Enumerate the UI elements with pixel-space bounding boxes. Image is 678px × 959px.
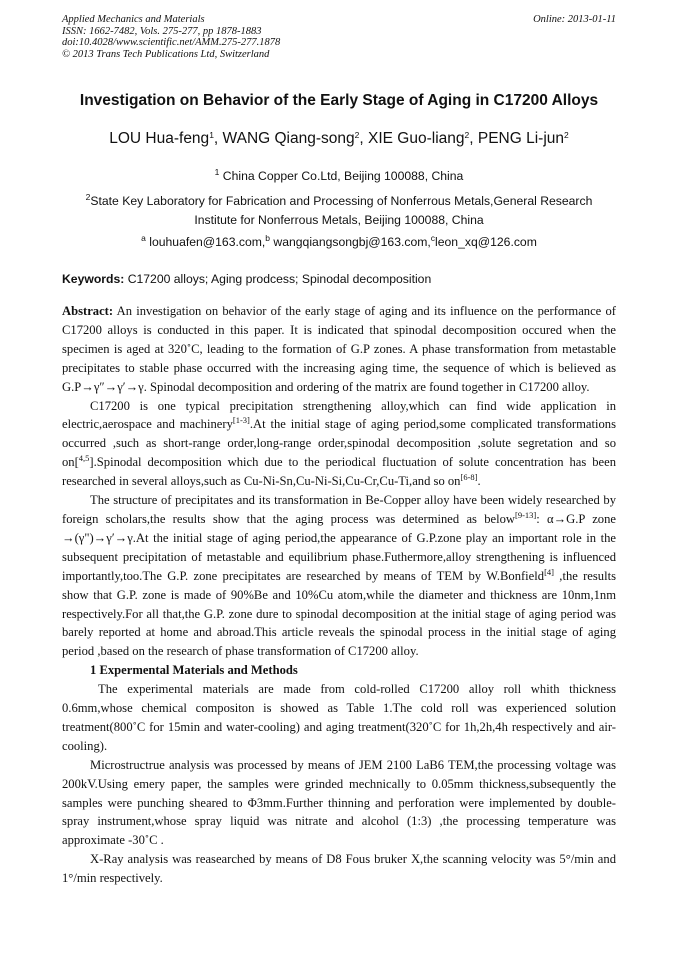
keywords-label: Keywords: bbox=[62, 272, 125, 286]
running-header bbox=[62, 14, 616, 60]
author-name: WANG Qiang-song bbox=[222, 130, 355, 147]
keywords bbox=[62, 272, 431, 286]
online-date: Online: 2013-01-11 bbox=[533, 14, 616, 25]
author-affiliation-mark: 2 bbox=[464, 130, 470, 140]
email-link[interactable]: louhuafen@163.com, bbox=[145, 235, 266, 249]
copyright-line: © 2013 Trans Tech Publications Ltd, Switzerland bbox=[62, 48, 270, 60]
paragraph-text: ,the results show that G.P. zone is made of 90%Be and 10%Cu atom,while the diameter and thickness are 10nm,1nm respectively.For all that,the G.P. zone dure to spinodal decomposition at the initial stage of aging period was barely reported at home and abroad.This article reveals the spinodal process in the initial stage of aging period ,based on the research of phase transformation of C17200 alloy. bbox=[62, 568, 616, 659]
intro-paragraph-1 bbox=[62, 397, 616, 492]
methods-paragraph-2: Microstructrue analysis was processed by means of JEM 2100 LaB6 TEM,the processing voltage was 200kV.Using emery paper, the samples were grinded mechnically to 0.05mm thickness,subsequently the samples were punching sheared to Φ3mm.Further thinning and perforation were implemented by double-spray instrument,whose spray liquid was nitrate and alcohol (1:3) ,the processing temperature was approximate -30˚C . bbox=[62, 757, 616, 848]
affiliation-text: China Copper Co.Ltd, Beijing 100088, China bbox=[219, 169, 464, 183]
email-link[interactable]: wangqiangsongbj@163.com, bbox=[270, 235, 431, 249]
author-separator: , bbox=[213, 130, 223, 147]
citation-mark: [4] bbox=[544, 566, 554, 577]
paragraph-text: C17200 is one typical precipitation strengthening alloy,which can find wide application in electric,aerospace and machinery bbox=[62, 398, 616, 432]
intro-paragraph-2 bbox=[62, 491, 616, 661]
author-name: LOU Hua-feng bbox=[109, 130, 210, 147]
author-affiliation-mark: 2 bbox=[564, 130, 569, 140]
email-mark: c bbox=[430, 233, 436, 243]
methods-paragraph-3: X-Ray analysis was reasearched by means of D8 Fous bruker X,the scanning velocity was 5°/min and 1°/min respectively. bbox=[62, 852, 616, 886]
doi-line[interactable]: doi:10.4028/www.scientific.net/AMM.275-277.1878 bbox=[62, 37, 281, 49]
keywords-text: C17200 alloys; Aging prodcess; Spinodal decomposition bbox=[124, 272, 432, 286]
author-emails bbox=[60, 233, 618, 252]
author-affiliation-mark: 2 bbox=[354, 130, 360, 140]
methods-paragraph-1: The experimental materials are made from cold-rolled C17200 alloy roll whith thickness 0.6mm,whose chemical compositon is showed as Table 1.The cold roll was experienced solution treatment(800˚C for 15min and water-cooling) and aging treatment(320˚C for 1h,2h,4h respectively and air-cooling). bbox=[62, 682, 616, 753]
affiliation-mark: 1 bbox=[214, 167, 220, 177]
author-affiliation-mark: 1 bbox=[209, 130, 214, 140]
author-name: XIE Guo-liang bbox=[368, 130, 465, 147]
paragraph-text: The structure of precipitates and its transformation in Be-Copper alloy have been widely researched by foreign scholars,the results show that the aging process was determined as below bbox=[62, 493, 616, 526]
abstract-text: An investigation on behavior of the early stage of aging and its influence on the performance of C17200 alloys is conducted in this paper. It is indicated that spinodal decomposition occured when the specimen is aged at 320˚C, leading to the formation of G.P zones. A phase transformation from metastable precipitates to stable phase occurred with the increasing aging time, the sequence of which is believed as G.P→γ″→γ′→γ. Spinodal decomposition and ordering of the matrix are found together in C17200 alloy. bbox=[62, 304, 616, 394]
journal-name: Applied Mechanics and Materials bbox=[62, 14, 205, 25]
citation-mark: [9-13] bbox=[514, 509, 537, 520]
email-mark: a bbox=[141, 233, 146, 243]
author-name: PENG Li-jun bbox=[477, 130, 565, 147]
paragraph-text: .At the initial stage of aging period,some complicated transformations occurred ,such as short-range order,long-range order,spinodal decomposition ,solute segretation and so on[ bbox=[62, 417, 616, 470]
author-separator: , bbox=[469, 130, 478, 147]
paragraph-text: . bbox=[477, 474, 481, 489]
affiliation-text-line2: Institute for Nonferrous Metals, Beijing 100088, China bbox=[194, 213, 484, 227]
section-heading: 1 Expermental Materials and Methods bbox=[90, 663, 298, 678]
author-separator: , bbox=[359, 130, 368, 147]
author-list bbox=[40, 130, 638, 148]
citation-mark: 4,5 bbox=[78, 453, 90, 464]
paragraph-text: ].Spinodal decomposition which due to the periodical fluctuation of solute concentration has been researched in several alloys,such as Cu-Ni-Sn,Cu-Ni-Si,Cu-Cr,Cu-Ti,and so on bbox=[62, 455, 616, 489]
paper-body bbox=[62, 302, 616, 888]
affiliation-text: State Key Laboratory for Fabrication and Processing of Nonferrous Metals,General Research bbox=[90, 194, 593, 208]
citation-mark: [6-8] bbox=[460, 472, 478, 483]
citation-mark: [1-3] bbox=[232, 415, 250, 426]
affiliation-mark: 2 bbox=[85, 192, 91, 202]
affiliation-2 bbox=[60, 192, 618, 230]
affiliation-1 bbox=[60, 167, 618, 186]
paper-title: Investigation on Behavior of the Early Stage of Aging in C17200 Alloys bbox=[79, 92, 599, 109]
abstract-label: Abstract: bbox=[62, 304, 114, 318]
paragraph-text: : α→G.P zone →(γ")→γ′→γ.At the initial stage of aging period,the appearance of G.P.zone play an important role in the subsequent precipitation of metastable and equilibrium phase.Futhermore,alloy strengthening is influenced importantly,too.The G.P. zone precipitates are researched by means of TEM by W.Bonfield bbox=[62, 511, 616, 583]
issn-line: ISSN: 1662-7482, Vols. 275-277, pp 1878-1883 bbox=[62, 25, 262, 37]
abstract bbox=[62, 302, 616, 397]
email-link[interactable]: leon_xq@126.com bbox=[435, 235, 537, 249]
email-mark: b bbox=[265, 233, 271, 243]
